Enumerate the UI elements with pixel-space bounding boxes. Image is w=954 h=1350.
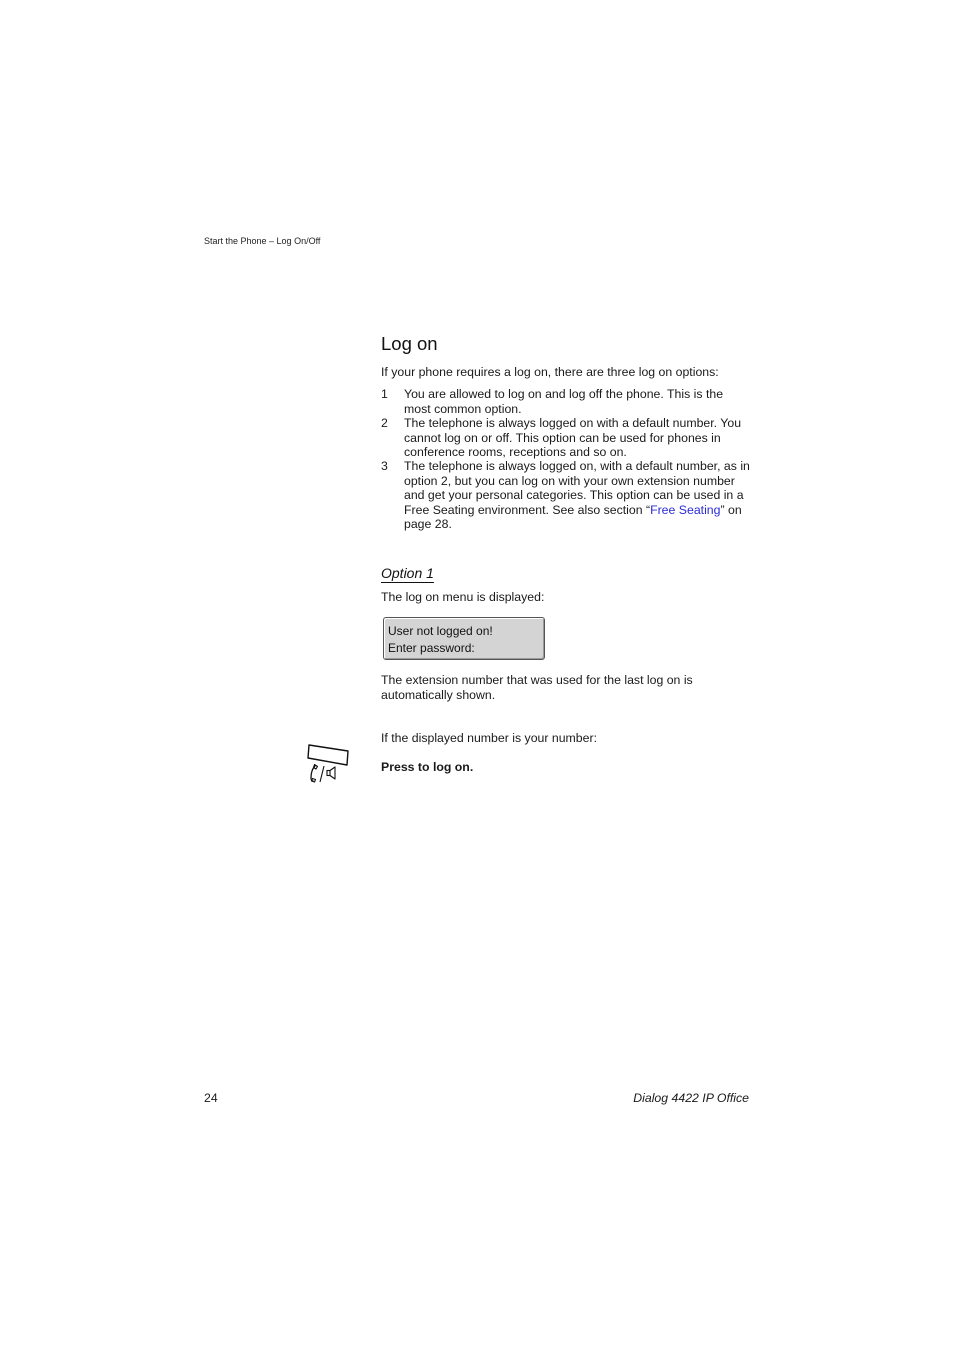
list-item-text-before: The telephone is always logged on, with a default number, as in option 2, but you can log on with your own extension number and get your personal categories. This option can be used in a Free Seating environment. See also section “ — [404, 459, 750, 517]
list-item-text: The telephone is always logged on with a default number. You cannot log on or off. This option can be used for phones in conference rooms, receptions and so on. — [404, 416, 742, 459]
product-name: Dialog 4422 IP Office — [633, 1091, 749, 1105]
running-header: Start the Phone – Log On/Off — [204, 236, 321, 246]
list-item — [381, 459, 753, 532]
option-1-heading: Option 1 — [381, 565, 434, 581]
page-number: 24 — [204, 1091, 218, 1105]
menu-intro-text: The log on menu is displayed: — [381, 590, 545, 604]
list-item-number: 3 — [381, 459, 388, 473]
list-item-text: You are allowed to log on and log off the phone. This is the most common option. — [404, 387, 724, 416]
list-item-number: 2 — [381, 416, 388, 430]
intro-paragraph: If your phone requires a log on, there are three log on options: — [381, 365, 719, 379]
handset-speaker-key-icon — [306, 742, 350, 784]
press-to-log-on-instruction: Press to log on. — [381, 760, 474, 774]
display-line-2: Enter password: — [388, 641, 475, 655]
list-item-text — [404, 459, 750, 531]
list-item — [381, 387, 753, 416]
condition-text: If the displayed number is your number: — [381, 731, 597, 745]
display-line-1: User not logged on! — [388, 624, 493, 638]
log-on-options-list — [381, 387, 753, 532]
extension-note: The extension number that was used for the last log on is automatically shown. — [381, 673, 693, 702]
page-title: Log on — [381, 333, 438, 354]
list-item — [381, 416, 753, 459]
list-item-text-after: ” on page 28. — [404, 502, 742, 531]
list-item-number: 1 — [381, 387, 388, 401]
free-seating-link[interactable]: Free Seating — [650, 502, 721, 517]
phone-display — [383, 617, 545, 660]
